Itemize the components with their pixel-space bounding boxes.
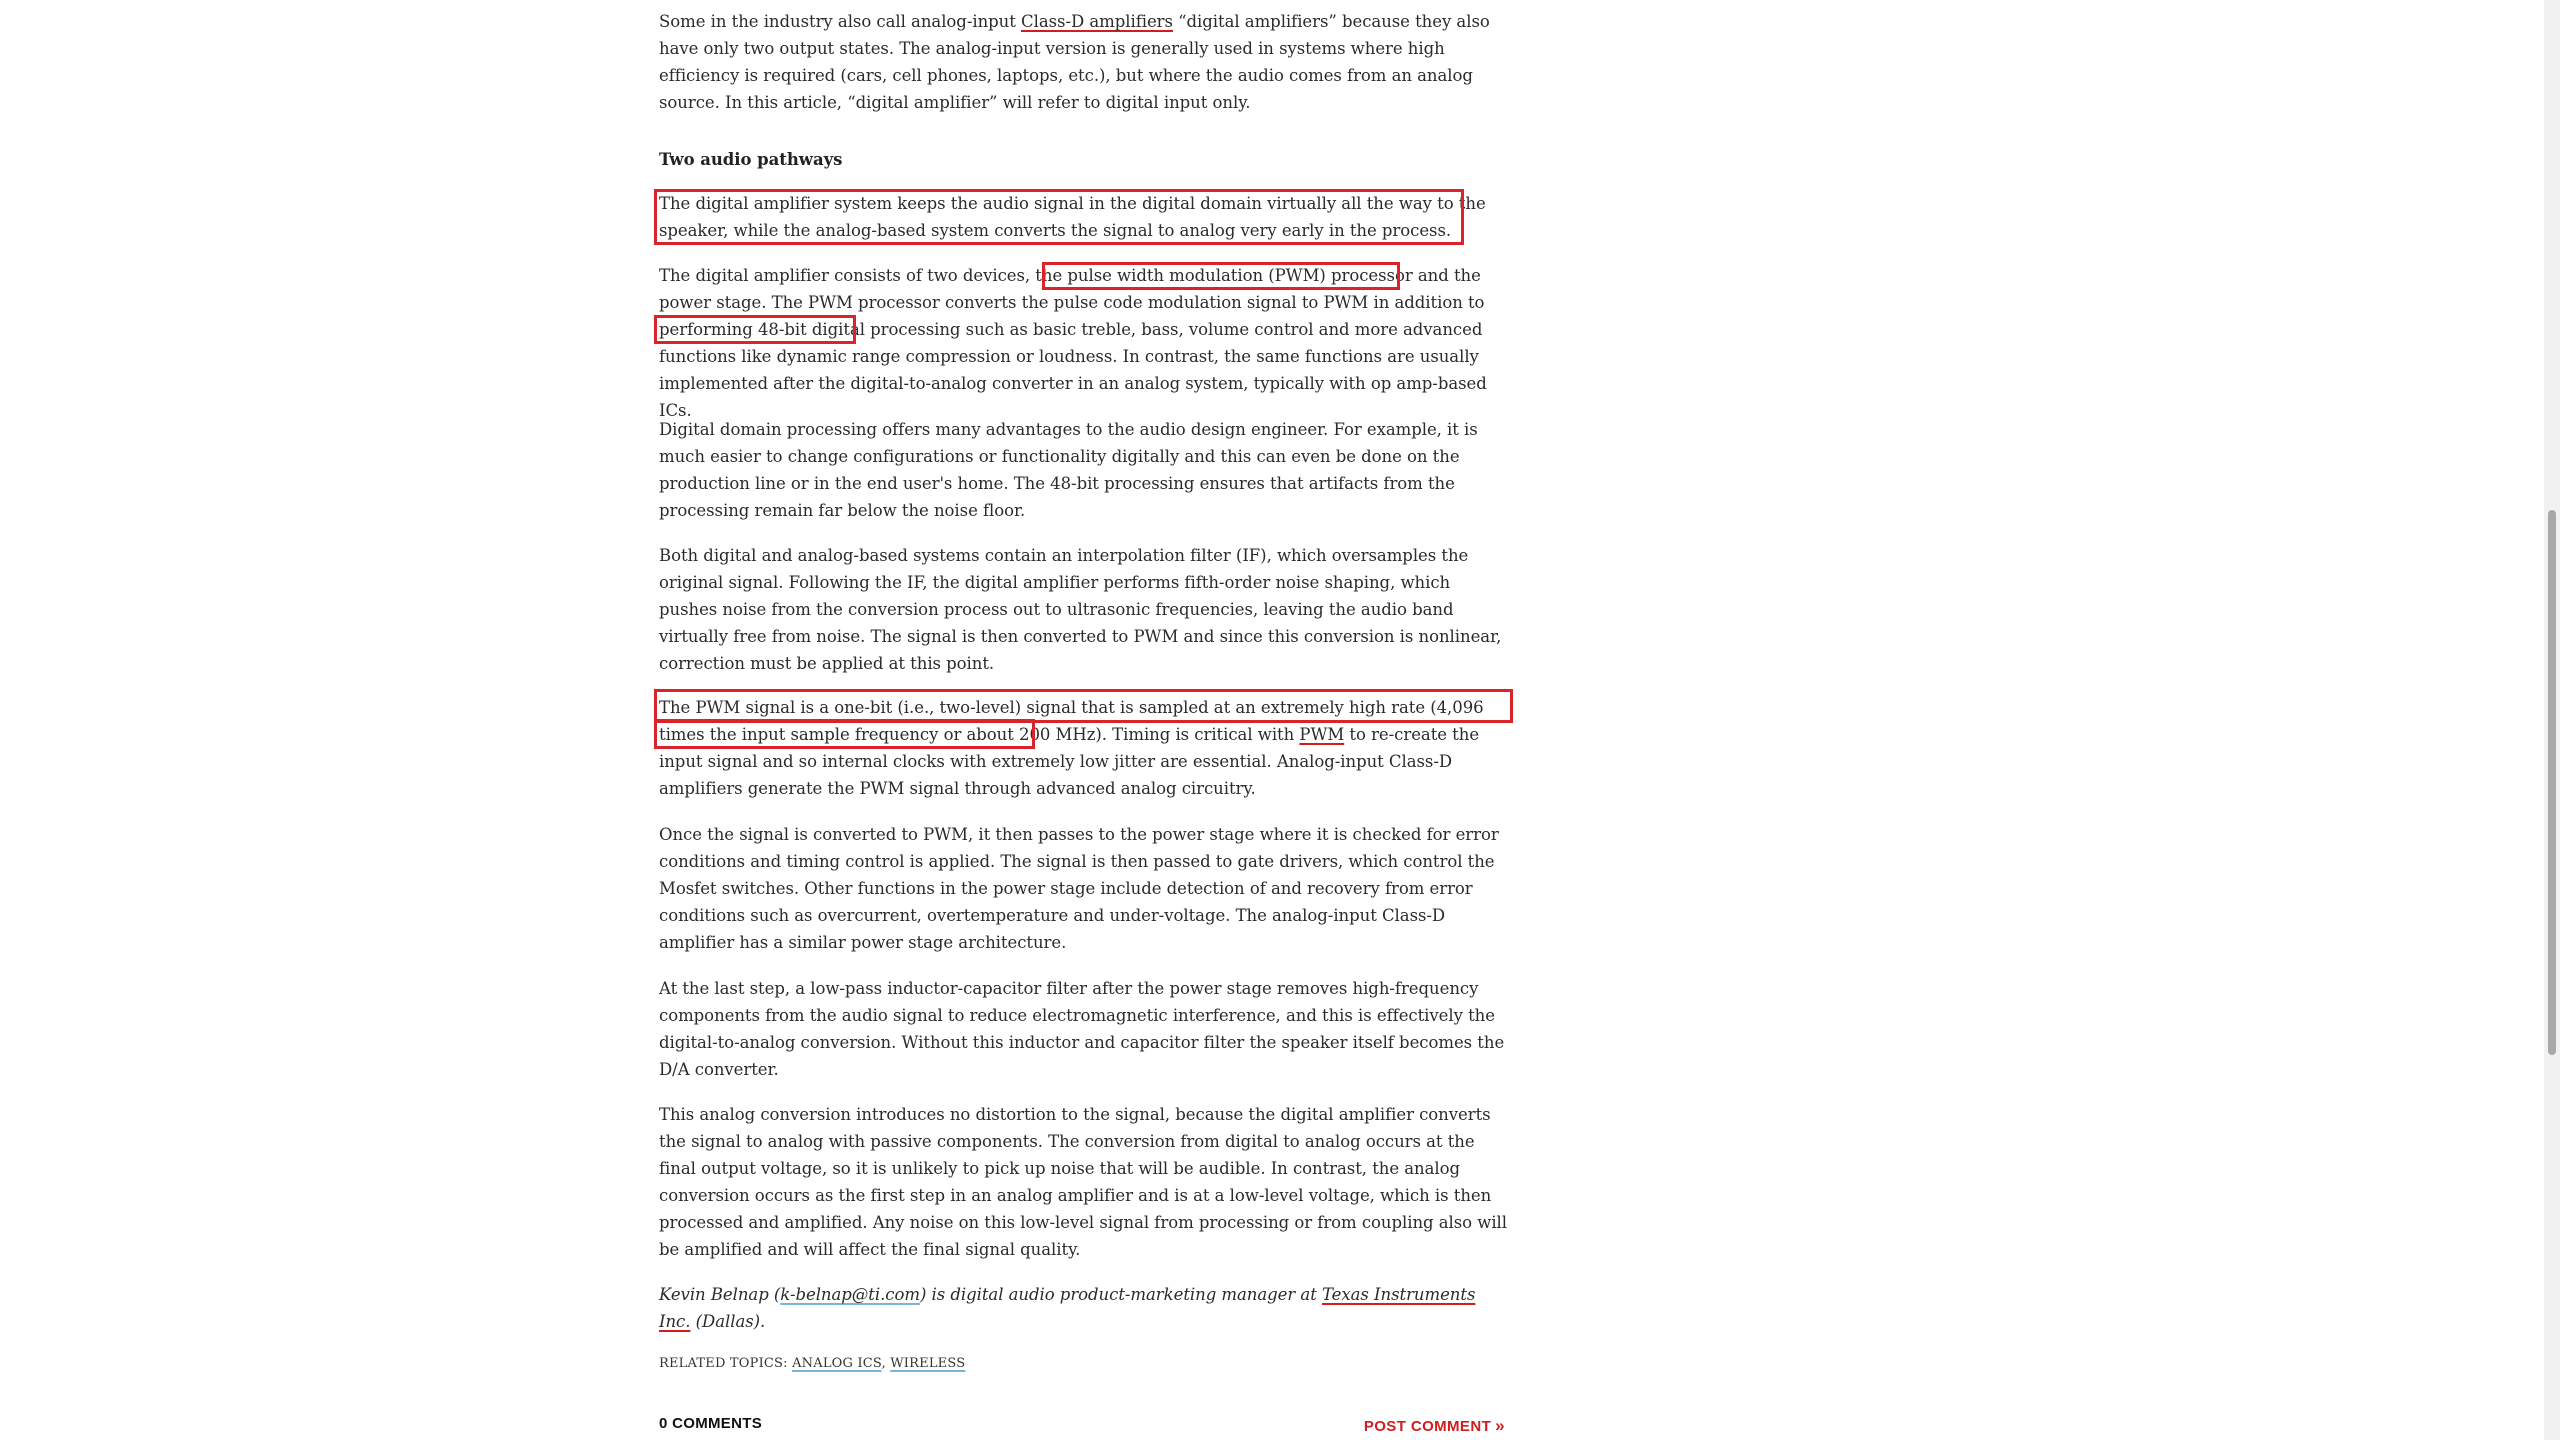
paragraph-text: “digital amplifiers” because they also have only two output states. The analog-input version is generally used in systems where high efficiency is required (cars, cell phones, laptops, etc.), but where the audio comes from an analog source. In this article, “digital amplifier” will refer to digital input only. bbox=[659, 12, 1490, 112]
texas-instruments-link[interactable]: Texas Instruments Inc. bbox=[659, 1285, 1476, 1331]
section-heading: Two audio pathways bbox=[659, 150, 843, 169]
paragraph-text: The digital amplifier consists of two devices, the bbox=[659, 266, 1068, 285]
post-comment-label: POST COMMENT bbox=[1363, 1418, 1492, 1435]
paragraph-text: and the power stage. The PWM processor converts the pulse code modulation signal to PWM in addition to performing bbox=[659, 266, 1485, 339]
paragraph-power-stage: Once the signal is converted to PWM, it then passes to the power stage where it is checked for error conditions and timing control is applied. The signal is then passed to gate drivers, which control the Mosfet switches. Other functions in the power stage include detection of and recovery from error conditions such as overcurrent, overtemperature and under-voltage. The analog-input Class-D amplifier has a similar power stage architecture. bbox=[659, 825, 1499, 952]
topic-analog-ics-link[interactable]: ANALOG ICS bbox=[792, 1356, 882, 1371]
paragraph-two-devices bbox=[659, 262, 1509, 424]
paragraph-digital-domain: Digital domain processing offers many advantages to the audio design engineer. For example, it is much easier to change configurations or functionality digitally and this can even be done on the production line or in the end user's home. The 48-bit processing ensures that artifacts from the processing remain far below the noise floor. bbox=[659, 420, 1478, 520]
paragraph-text: Some in the industry also call analog-input bbox=[659, 12, 1022, 31]
paragraph-pwm-signal bbox=[659, 694, 1509, 802]
author-name: Kevin Belnap ( bbox=[659, 1285, 781, 1304]
paragraph-text: Timing is critical with bbox=[1106, 725, 1300, 744]
pwm-processor-text: pulse width modulation (PWM) processor bbox=[1067, 266, 1413, 285]
paragraph-low-pass: At the last step, a low-pass inductor-capacitor filter after the power stage removes high-frequency components from the audio signal to reduce electromagnetic interference, and this is effectively the digital-to-analog conversion. Without this inductor and capacitor filter the speaker itself becomes the D/A converter. bbox=[659, 979, 1505, 1079]
author-email-link[interactable]: k-belnap@ti.com bbox=[780, 1285, 920, 1304]
author-role: ) is digital audio product-marketing manager at bbox=[919, 1285, 1322, 1304]
topic-wireless-link[interactable]: WIRELESS bbox=[890, 1356, 966, 1371]
related-topics bbox=[659, 1350, 965, 1377]
page-scrollbar[interactable] bbox=[2544, 0, 2560, 1440]
scrollbar-thumb[interactable] bbox=[2548, 510, 2556, 1055]
pwm-signal-text: The PWM signal is a one-bit (i.e., two-level) signal that is sampled at an extremely high rate (4,096 times the input sample frequency or about 200 MHz). bbox=[659, 698, 1484, 744]
related-topics-label: RELATED TOPICS: bbox=[659, 1356, 793, 1371]
paragraph-class-d bbox=[659, 8, 1509, 116]
paragraph-text: to re-create the input signal and so internal clocks with extremely low jitter are essential. Analog-input Class-D amplifiers generate the PWM signal through advanced analog circuitry. bbox=[659, 725, 1480, 798]
comments-count: 0 COMMENTS bbox=[659, 1415, 763, 1432]
class-d-amplifiers-link[interactable]: Class-D amplifiers bbox=[1021, 12, 1173, 31]
comments-bar bbox=[659, 1410, 1505, 1434]
paragraph-text: such as basic treble, bass, volume control and more advanced functions like dynamic range compression or loudness. In contrast, the same functions are usually implemented after the digital-to-analog converter in an analog system, typically with op amp-based ICs. bbox=[659, 320, 1487, 420]
author-bio bbox=[659, 1281, 1509, 1335]
post-comment-button[interactable] bbox=[1364, 1412, 1505, 1440]
double-chevron-right-icon: » bbox=[1495, 1416, 1505, 1435]
paragraph-analog-conversion: This analog conversion introduces no distortion to the signal, because the digital amplifier converts the signal to analog with passive components. The conversion from digital to analog occurs at the final output voltage, so it is unlikely to pick up noise that will be audible. In contrast, the analog conversion occurs as the first step in an analog amplifier and is at a low-level voltage, which is then processed and amplified. Any noise on this low-level signal from processing or from coupling also will be amplified and will affect the final signal quality. bbox=[659, 1105, 1508, 1259]
author-location: (Dallas). bbox=[690, 1312, 766, 1331]
pwm-link[interactable]: PWM bbox=[1299, 725, 1345, 744]
paragraph-interpolation: Both digital and analog-based systems contain an interpolation filter (IF), which oversamples the original signal. Following the IF, the digital amplifier performs fifth-order noise shaping, which pushes noise from the conversion process out to ultrasonic frequencies, leaving the audio band virtually free from noise. The signal is then converted to PWM and since this conversion is nonlinear, correction must be applied at this point. bbox=[659, 546, 1502, 673]
paragraph-two-pathways: The digital amplifier system keeps the audio signal in the digital domain virtually all the way to the speaker, while the analog-based system converts the signal to analog very early in the process. bbox=[659, 194, 1486, 240]
digital-processing-text: 48-bit digital processing bbox=[757, 320, 961, 339]
topic-separator: , bbox=[881, 1356, 891, 1371]
